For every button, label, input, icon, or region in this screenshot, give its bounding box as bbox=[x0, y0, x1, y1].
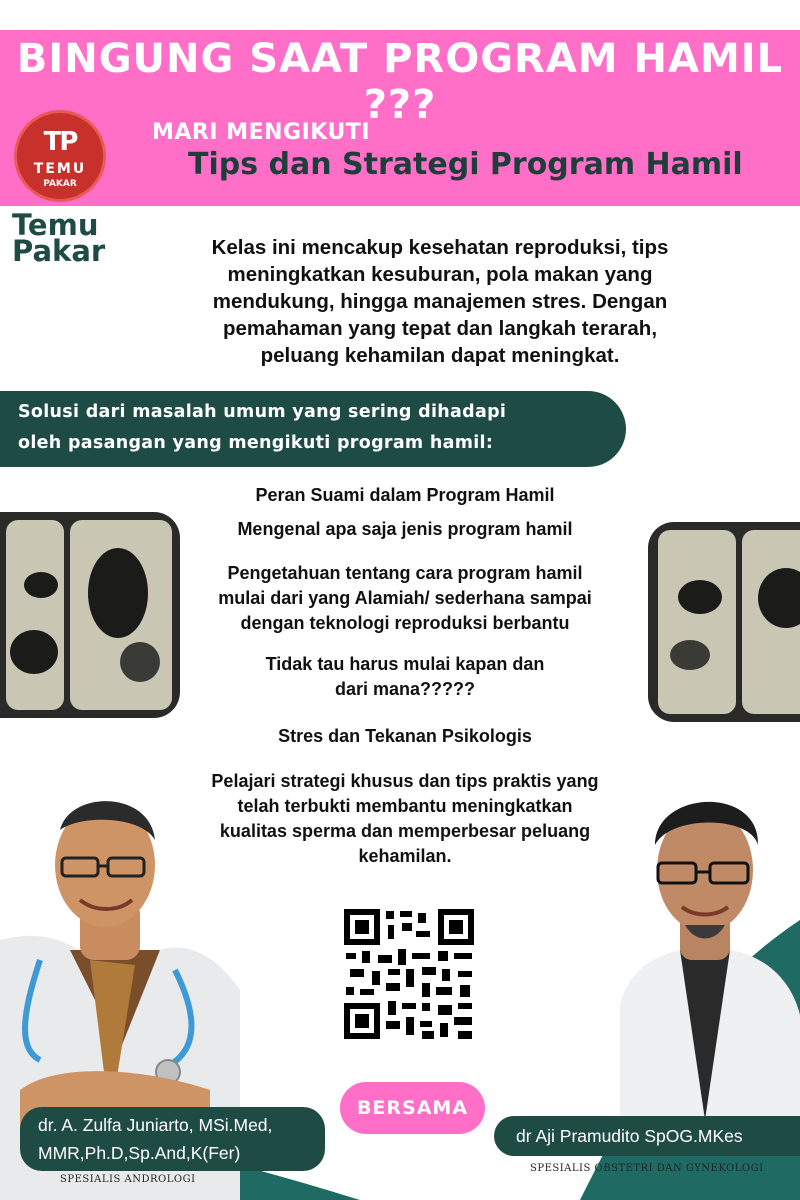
bersama-badge: BERSAMA bbox=[340, 1082, 485, 1134]
speaker-name-right: dr Aji Pramudito SpOG.MKes bbox=[494, 1116, 800, 1156]
speaker-specialty-left: SPESIALIS ANDROLOGI bbox=[60, 1174, 196, 1185]
topic-item: Peran Suami dalam Program Hamil bbox=[255, 485, 555, 505]
brand-line-1: Temu bbox=[12, 208, 99, 242]
speaker-name-line: MMR,Ph.D,Sp.And,K(Fer) bbox=[38, 1143, 241, 1163]
logo-word-pakar: PAKAR bbox=[43, 179, 77, 189]
logo-mark: TP bbox=[43, 127, 77, 157]
brand-line-2: Pakar bbox=[12, 234, 106, 268]
speaker-name-line: dr. A. Zulfa Juniarto, MSi.Med, bbox=[38, 1115, 273, 1135]
intro-line: peluang kehamilan dapat meningkat. bbox=[260, 344, 620, 367]
invite-text: MARI MENGIKUTI bbox=[152, 120, 370, 145]
topic-item: Pengetahuan tentang cara program hamil mulai dari yang Alamiah/ sederhana sampai dengan teknologi reproduksi berbantu bbox=[218, 563, 592, 633]
topic-item: Pelajari strategi khusus dan tips praktis yang telah terbukti membantu meningkatkan kualitas sperma dan memperbesar peluang kehamilan. bbox=[211, 771, 599, 866]
solution-line-2: oleh pasangan yang mengikuti program hamil: bbox=[18, 433, 494, 453]
intro-line: meningkatkan kesuburan, pola makan yang bbox=[227, 263, 653, 286]
solution-banner bbox=[0, 391, 626, 467]
ultrasound-image-right bbox=[648, 522, 800, 722]
topic-item: Mengenal apa saja jenis program hamil bbox=[237, 519, 573, 539]
doctor-photo-right bbox=[600, 785, 800, 1120]
intro-line: Kelas ini mencakup kesehatan reproduksi, tips bbox=[211, 236, 669, 259]
speaker-name-left bbox=[20, 1107, 325, 1171]
logo-word-temu: TEMU bbox=[33, 161, 87, 177]
intro-paragraph bbox=[160, 234, 720, 369]
speaker-specialty-right: SPESIALIS OBSTETRI DAN GYNEKOLOGI bbox=[530, 1163, 764, 1174]
headline: BINGUNG SAAT PROGRAM HAMIL ??? bbox=[16, 36, 784, 128]
temu-pakar-logo bbox=[14, 110, 106, 202]
header-banner bbox=[0, 30, 800, 206]
intro-line: pemahaman yang tepat dan langkah terarah, bbox=[222, 317, 658, 340]
intro-line: mendukung, hingga manajemen stres. Dengan bbox=[212, 290, 668, 313]
ultrasound-image-left bbox=[0, 512, 180, 718]
topic-item: Stres dan Tekanan Psikologis bbox=[278, 726, 532, 746]
subtitle: Tips dan Strategi Program Hamil bbox=[188, 147, 743, 182]
brand-name bbox=[12, 208, 106, 268]
solution-line-1: Solusi dari masalah umum yang sering dihadapi bbox=[18, 402, 507, 422]
topic-item: Tidak tau harus mulai kapan dan dari mana????? bbox=[265, 654, 545, 699]
qr-code-icon[interactable] bbox=[342, 907, 476, 1041]
